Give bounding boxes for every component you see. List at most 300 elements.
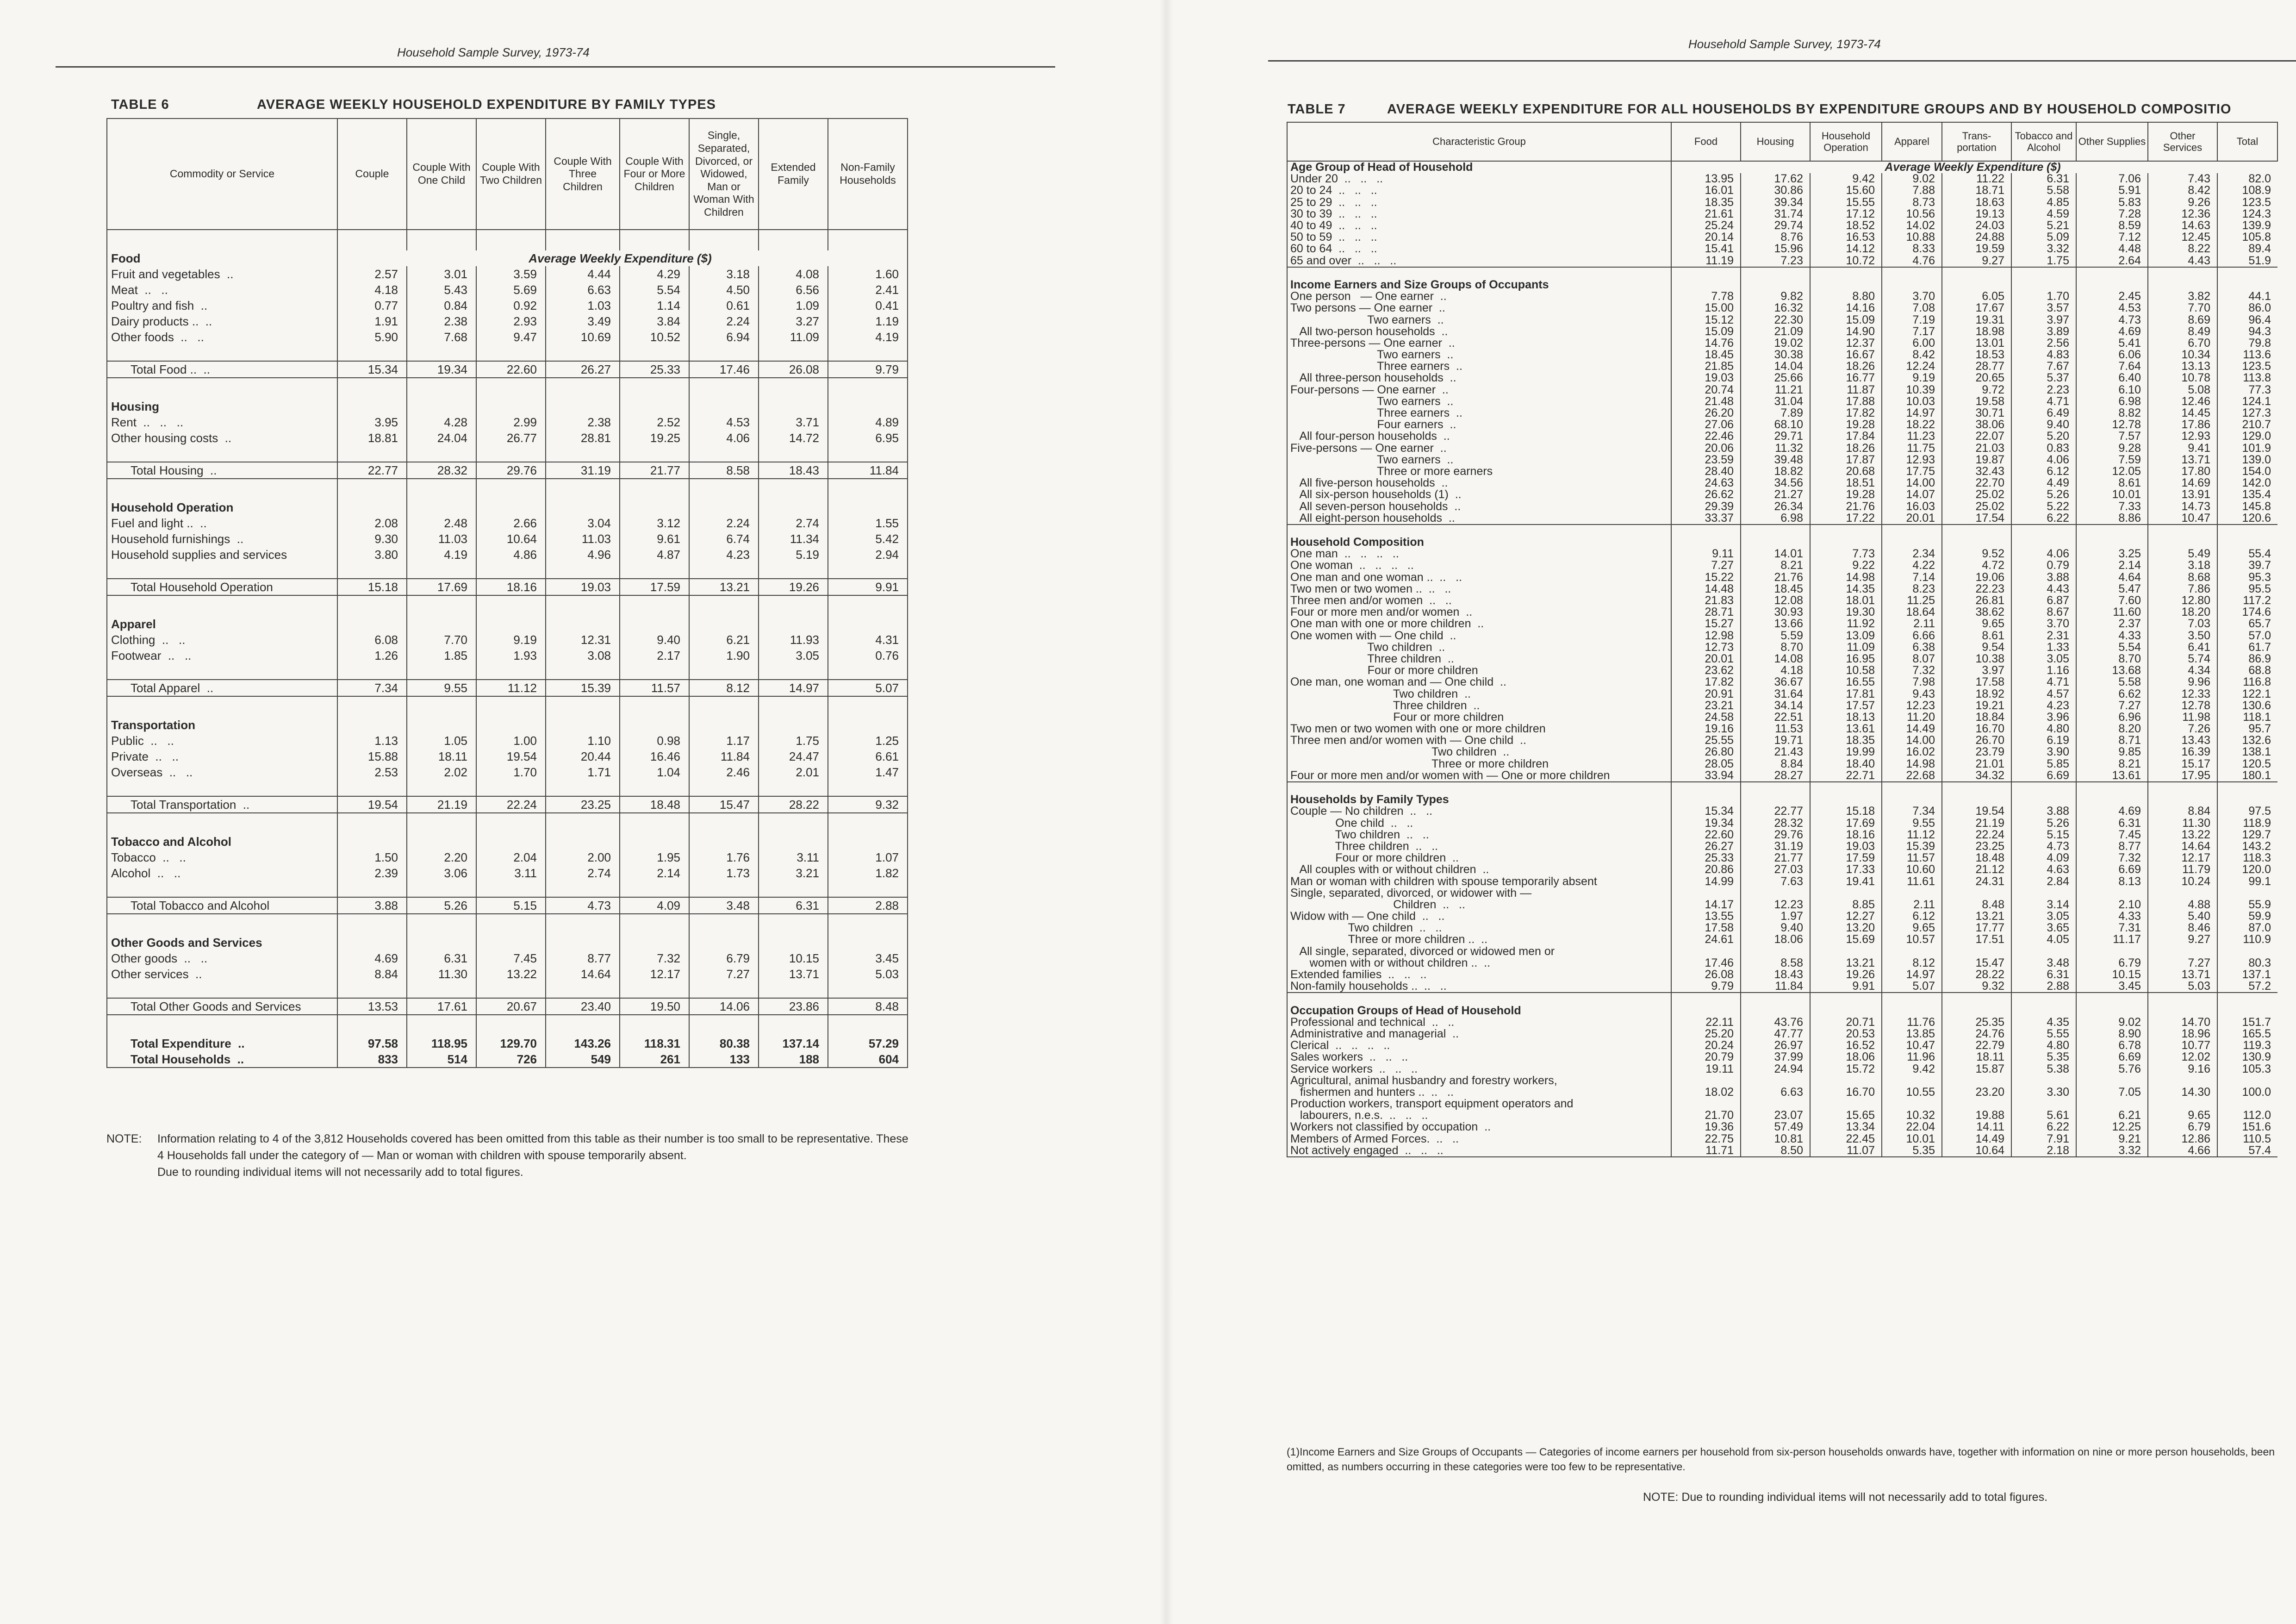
table7-row-4-8-value-7: 9.65 (2148, 1110, 2217, 1121)
table7-section-1-cell-3 (1882, 279, 1942, 291)
table6-total-3 (107, 680, 908, 696)
table6-spacer-top-cell-2 (476, 230, 546, 250)
table7-row-3-9-value-4: 13.21 (1942, 911, 2011, 922)
table6-total-5-value-7: 2.88 (828, 897, 908, 914)
table6-grand-1-value-3: 549 (546, 1051, 620, 1068)
table7-section-3-cell-2 (1810, 794, 1882, 806)
table7-row-1-6 (1287, 361, 2277, 372)
table7-row-1-13-value-7: 9.41 (2148, 443, 2217, 454)
table6-row-0-2-value-4: 1.14 (620, 298, 689, 313)
table7-row-3-0-value-3: 7.34 (1882, 806, 1942, 817)
table7-row-4-3-value-3: 11.96 (1882, 1051, 1942, 1063)
table7-row-1-7-value-8: 113.8 (2217, 372, 2277, 384)
table7-row-4-7 (1287, 1098, 2277, 1110)
table7-row-1-3 (1287, 326, 2277, 337)
table6-spacer-top-label (107, 230, 337, 250)
table6-row-4-1-value-0: 15.88 (337, 749, 407, 764)
table7-row-0-7 (1287, 255, 2277, 267)
table6-grand-0 (107, 1036, 908, 1051)
table6-row-2-2-value-2: 4.86 (476, 547, 546, 562)
table7-row-2-4-value-6: 7.60 (2076, 595, 2148, 606)
table7-row-1-3-value-7: 8.49 (2148, 326, 2217, 337)
table7-row-1-7-value-7: 10.78 (2148, 372, 2217, 384)
table7-row-1-6-value-8: 123.5 (2217, 361, 2277, 372)
table7-row-4-0-value-4: 25.35 (1942, 1017, 2011, 1028)
table6-total-0-label-text: Total Food .. (131, 362, 197, 376)
table7-row-1-11 (1287, 419, 2277, 431)
table6-total-5-label-text: Total Tobacco and Alcohol (131, 899, 270, 912)
table7-row-3-10-value-5: 3.65 (2011, 922, 2076, 934)
table7-row-1-8-label (1287, 384, 1671, 396)
table6-total-4-value-2: 22.24 (476, 796, 546, 813)
table7-row-2-17-value-8: 138.1 (2217, 746, 2277, 758)
table7-row-2-10-value-0: 23.62 (1671, 665, 1741, 676)
table6-total-4-value-3: 23.25 (546, 796, 620, 813)
table6-row-1-1 (107, 430, 908, 446)
table7-row-0-2-value-8: 123.5 (2217, 197, 2277, 208)
table7-spacer-1-cell-0 (1671, 267, 1741, 279)
table6-gap-2-cell-1 (407, 562, 476, 579)
table7-row-3-1-label (1287, 818, 1671, 829)
table7-row-2-2-value-1: 21.76 (1741, 572, 1810, 583)
table7-row-2-10-value-5: 1.16 (2011, 665, 2076, 676)
table7-row-1-6-value-5: 7.67 (2011, 361, 2076, 372)
table6-row-2-1-label-text: Household furnishings (111, 532, 230, 546)
table7-row-0-0-label-leader: .. .. .. (1338, 173, 1383, 185)
table7-row-4-5-label (1287, 1075, 1671, 1087)
table7-row-3-15-value-7: 5.03 (2148, 981, 2217, 993)
table6-row-0-2-label (107, 298, 337, 313)
table6-gap-5-label (107, 881, 337, 897)
table7-section-4-cell-5 (2011, 1005, 2076, 1017)
table7-row-1-1-value-6: 4.53 (2076, 302, 2148, 314)
table7-row-1-17-value-3: 14.07 (1882, 489, 1942, 500)
table7-row-0-1-value-1: 30.86 (1741, 185, 1810, 196)
table7-row-3-0-label (1287, 806, 1671, 817)
table7-col-header-3: Household Operation (1810, 122, 1882, 161)
table6-total-2 (107, 579, 908, 595)
table7-row-4-2-label (1287, 1040, 1671, 1051)
table7-row-1-4-value-3: 6.00 (1882, 337, 1942, 349)
table7-row-1-4 (1287, 337, 2277, 349)
table7-row-2-5-value-8: 174.6 (2217, 606, 2277, 618)
table6-row-4-1-value-5: 11.84 (689, 749, 759, 764)
table7-row-1-1-value-5: 3.57 (2011, 302, 2076, 314)
table7-row-2-1-value-2: 9.22 (1810, 560, 1882, 571)
table6-section-6-cell-1 (407, 935, 476, 950)
table7-row-1-8-value-4: 9.72 (1942, 384, 2011, 396)
table7-row-4-5 (1287, 1075, 2277, 1087)
table7-row-3-8-value-7: 4.88 (2148, 899, 2217, 911)
table6-row-2-2-label (107, 547, 337, 562)
table6-gap-1-label (107, 446, 337, 462)
table6-col-header-5: Couple With Four or More Children (620, 119, 689, 230)
table7-row-1-1-label-leader: .. (1432, 302, 1445, 314)
table7-row-3-11-value-0: 24.61 (1671, 934, 1741, 945)
table7-row-3-14-value-2: 19.26 (1810, 969, 1882, 981)
table7-row-2-9-value-8: 86.9 (2217, 653, 2277, 665)
table7-row-3-7-value-4 (1942, 887, 2011, 899)
table7-row-2-10-value-4: 3.97 (1942, 665, 2011, 676)
table7-row-0-1-value-5: 5.58 (2011, 185, 2076, 196)
table6-spacer-grand-label (107, 1015, 337, 1036)
table6-spacer-4-cell-7 (828, 696, 908, 717)
table6-row-2-1-label (107, 531, 337, 547)
table7-row-2-12-value-5: 4.57 (2011, 688, 2076, 700)
table7-row-1-19-value-1: 6.98 (1741, 512, 1810, 525)
table6-grand-1-value-1: 514 (407, 1051, 476, 1068)
table7-row-1-8-value-5: 2.23 (2011, 384, 2076, 396)
table7-section-0-label: Age Group of Head of Household (1287, 161, 1671, 173)
table7-row-1-7 (1287, 372, 2277, 384)
table7-row-3-15-value-0: 9.79 (1671, 981, 1741, 993)
table7-row-3-12-value-6 (2076, 946, 2148, 957)
table7-row-1-14-value-8: 139.0 (2217, 454, 2277, 466)
table6-row-5-1-value-5: 1.73 (689, 865, 759, 881)
table6-spacer-5-cell-7 (828, 813, 908, 834)
table7-number: TABLE 7 (1288, 102, 1346, 117)
table7-row-3-8-label (1287, 899, 1671, 911)
table7-row-4-10-value-4: 14.49 (1942, 1133, 2011, 1145)
table7-row-4-10-value-7: 12.86 (2148, 1133, 2217, 1145)
table6-total-0-label (107, 361, 337, 378)
table6-spacer-2-cell-5 (689, 479, 759, 500)
table6-row-4-0-value-6: 1.75 (759, 733, 828, 749)
table6-row-0-0-label (107, 266, 337, 282)
table7-row-1-13-value-0: 20.06 (1671, 443, 1741, 454)
table6-spacer-2-cell-4 (620, 479, 689, 500)
table7-row-0-1-label-text: 20 to 24 (1290, 185, 1332, 197)
table6-total-1-value-7: 11.84 (828, 462, 908, 479)
table7-row-4-9-value-1: 57.49 (1741, 1121, 1810, 1133)
table7-row-2-19 (1287, 770, 2277, 782)
table7-row-2-12-value-0: 20.91 (1671, 688, 1741, 700)
table7-row-4-7-value-6 (2076, 1098, 2148, 1110)
table7-row-1-3-value-5: 3.89 (2011, 326, 2076, 337)
table6-row-2-1-value-4: 9.61 (620, 531, 689, 547)
table7-row-1-18-label-leader: .. (1448, 500, 1461, 512)
table7-row-2-18-value-6: 8.21 (2076, 758, 2148, 770)
table7-row-1-13-value-2: 18.26 (1810, 443, 1882, 454)
table7-row-3-2-value-3: 11.12 (1882, 829, 1942, 841)
table7-row-4-5-value-6 (2076, 1075, 2148, 1087)
table7-row-3-4-value-2: 17.59 (1810, 852, 1882, 864)
table6-row-4-1-value-7: 6.61 (828, 749, 908, 764)
table7-row-3-7-value-6 (2076, 887, 2148, 899)
table6-gap-2-cell-0 (337, 562, 407, 579)
table7-row-1-5-value-8: 113.6 (2217, 349, 2277, 361)
table7-row-1-16-value-6: 8.61 (2076, 477, 2148, 489)
table7-row-1-5-value-7: 10.34 (2148, 349, 2217, 361)
table7-row-4-1-label (1287, 1028, 1671, 1040)
table6-section-5-cell-0 (337, 834, 407, 849)
table7-row-1-10-value-7: 14.45 (2148, 407, 2217, 419)
table7-row-1-0-value-7: 3.82 (2148, 291, 2217, 302)
table7-section-2-cell-7 (2148, 537, 2217, 548)
table6-total-0-value-6: 26.08 (759, 361, 828, 378)
table6-row-6-1-value-5: 7.27 (689, 966, 759, 982)
table6-spacer-4-cell-5 (689, 696, 759, 717)
table6-spacer-4-cell-1 (407, 696, 476, 717)
table7-row-4-10-label (1287, 1133, 1671, 1145)
table7-row-3-2-label-leader: .. .. (1400, 829, 1429, 841)
table7-spacer-4-cell-6 (2076, 993, 2148, 1005)
table7-row-1-4-value-0: 14.76 (1671, 337, 1741, 349)
table6-section-3-cell-4 (620, 616, 689, 632)
table7-row-1-4-label-leader: .. (1442, 337, 1455, 349)
table7-row-4-1-value-1: 47.77 (1741, 1028, 1810, 1040)
table7-row-2-6-value-3: 2.11 (1882, 618, 1942, 630)
table7-row-2-4-value-8: 117.2 (2217, 595, 2277, 606)
table6-row-5-0-label-leader: .. .. (156, 850, 186, 864)
table7-row-0-6-value-5: 3.32 (2011, 243, 2076, 255)
table6-row-0-2-value-5: 0.61 (689, 298, 759, 313)
table6-spacer-1 (107, 378, 908, 399)
table6-total-4-value-4: 18.48 (620, 796, 689, 813)
table7-row-3-5-label-text: All couples with or without children (1290, 864, 1476, 876)
table7-row-1-17-value-1: 21.27 (1741, 489, 1810, 500)
table7-row-0-2-value-0: 18.35 (1671, 197, 1741, 208)
table6-row-4-0-label-text: Public (111, 734, 144, 748)
table6-total-0 (107, 361, 908, 378)
table7-spacer-4 (1287, 993, 2277, 1005)
table6-spacer-grand-cell-0 (337, 1015, 407, 1036)
table6-total-4-value-0: 19.54 (337, 796, 407, 813)
table7-row-4-4-value-0: 19.11 (1671, 1063, 1741, 1074)
table6-spacer-5 (107, 813, 908, 834)
table7-row-1-16-value-3: 14.00 (1882, 477, 1942, 489)
table7-row-0-2-value-4: 18.63 (1942, 197, 2011, 208)
table7-row-4-9-value-7: 6.79 (2148, 1121, 2217, 1133)
table6-row-2-1-value-1: 11.03 (407, 531, 476, 547)
table6-spacer-top-cell-5 (689, 230, 759, 250)
table6-row-1-0-value-1: 4.28 (407, 414, 476, 430)
table6-gap-2-cell-6 (759, 562, 828, 579)
table7-row-0-3-value-3: 10.56 (1882, 208, 1942, 220)
table7-row-2-19-value-4: 34.32 (1942, 770, 2011, 782)
table7-spacer-4-cell-3 (1882, 993, 1942, 1005)
table7-row-0-4-value-1: 29.74 (1741, 220, 1810, 231)
table7-row-4-10-value-2: 22.45 (1810, 1133, 1882, 1145)
table6-total-5-value-1: 5.26 (407, 897, 476, 914)
table7-row-2-3-value-2: 14.35 (1810, 583, 1882, 595)
table7-row-2-8-label-text: Two children (1290, 641, 1432, 653)
table7-row-3-0-label-leader: .. .. (1403, 806, 1433, 818)
table7-row-2-2-value-8: 95.3 (2217, 572, 2277, 583)
table6-section-2-cell-5 (689, 500, 759, 515)
table7-row-3-9-label-leader: .. .. (1415, 911, 1445, 923)
table6-gap-5-cell-1 (407, 881, 476, 897)
table7-row-3-2-value-0: 22.60 (1671, 829, 1741, 841)
table7-row-1-2-value-4: 19.31 (1942, 314, 2011, 325)
table6-gap-1-cell-2 (476, 446, 546, 462)
table7-row-4-0-value-6: 9.02 (2076, 1017, 2148, 1028)
table7-row-2-7-value-8: 57.0 (2217, 630, 2277, 642)
table6-row-5-0-value-0: 1.50 (337, 849, 407, 865)
table6-total-3-label-text: Total Apparel (131, 681, 200, 695)
table6-row-2-0-label-text: Fuel and light .. (111, 516, 193, 530)
table6-grand-0-value-7: 57.29 (828, 1036, 908, 1051)
table6-row-0-3-label-text: Dairy products .. (111, 314, 199, 328)
table7-row-1-4-value-6: 5.41 (2076, 337, 2148, 349)
table7-row-3-10-value-3: 9.65 (1882, 922, 1942, 934)
table6-row-0-1-value-1: 5.43 (407, 282, 476, 298)
table7-row-2-11-value-7: 9.96 (2148, 676, 2217, 688)
table7-row-0-4-value-6: 8.59 (2076, 220, 2148, 231)
table7-row-2-18-value-7: 15.17 (2148, 758, 2217, 770)
table6-note-line-1: Information relating to 4 of the 3,812 Households covered has been omitted from this table as their number is too small to be representative. These 4 Households fall under the category of — Man or woman with children with spouse temporarily absent. (157, 1132, 908, 1162)
table7-row-1-10-label-leader: .. (1450, 407, 1462, 419)
table7-row-1-11-label-text: Four earners (1290, 419, 1444, 431)
header-rule-right (1268, 60, 2296, 62)
table6-total-5-value-0: 3.88 (337, 897, 407, 914)
table7-row-1-9-value-3: 10.03 (1882, 396, 1942, 407)
table7-row-3-11-value-1: 18.06 (1741, 934, 1810, 945)
table7-row-1-5-label-leader: .. (1440, 349, 1454, 361)
table7-row-0-0 (1287, 173, 2277, 185)
table7-row-3-0 (1287, 806, 2277, 817)
table7-row-2-9-value-6: 8.70 (2076, 653, 2148, 665)
table7-row-1-7-label (1287, 372, 1671, 384)
table6-row-3-1-value-7: 0.76 (828, 648, 908, 663)
table7-row-2-7-value-3: 6.66 (1882, 630, 1942, 642)
table6-row-0-0-value-3: 4.44 (546, 266, 620, 282)
table7-row-2-0-value-6: 3.25 (2076, 548, 2148, 560)
table7-row-3-5-value-8: 120.0 (2217, 864, 2277, 875)
table7-row-2-14-value-0: 24.58 (1671, 712, 1741, 723)
table6-total-3-value-2: 11.12 (476, 680, 546, 696)
table6-row-2-1-value-7: 5.42 (828, 531, 908, 547)
table7-row-4-1-value-7: 18.96 (2148, 1028, 2217, 1040)
table6-total-0-value-2: 22.60 (476, 361, 546, 378)
table7-row-0-0-value-7: 7.43 (2148, 173, 2217, 185)
table7-row-4-1-value-4: 24.76 (1942, 1028, 2011, 1040)
table6-row-1-0-value-2: 2.99 (476, 414, 546, 430)
table7-row-3-6-value-3: 11.61 (1882, 875, 1942, 887)
table7-row-2-2-value-2: 14.98 (1810, 572, 1882, 583)
table7-spacer-3-cell-4 (1942, 782, 2011, 794)
table7-row-3-0-value-6: 4.69 (2076, 806, 2148, 817)
table6-total-3-value-6: 14.97 (759, 680, 828, 696)
table7-row-1-3-value-3: 7.17 (1882, 326, 1942, 337)
table7-row-1-2-value-3: 7.19 (1882, 314, 1942, 325)
table7-row-2-7-value-4: 8.61 (1942, 630, 2011, 642)
table6-gap-6-cell-2 (476, 982, 546, 998)
table7-row-3-3-value-2: 19.03 (1810, 841, 1882, 852)
table7-row-2-2-value-5: 3.88 (2011, 572, 2076, 583)
table7-row-3-11-label-leader: .. (1475, 934, 1488, 946)
table7-row-1-9-value-2: 17.88 (1810, 396, 1882, 407)
table7-row-0-4-value-2: 18.52 (1810, 220, 1882, 231)
table6-gap-4-label (107, 780, 337, 796)
table7-row-1-17-label-leader: .. (1448, 489, 1462, 501)
table7-row-1-18-value-6: 7.33 (2076, 500, 2148, 512)
table6-row-1-1-label (107, 430, 337, 446)
table6-section-5-cell-5 (689, 834, 759, 849)
table7-row-3-1-value-2: 17.69 (1810, 818, 1882, 829)
table7-row-2-0-label-leader: .. .. .. .. (1338, 548, 1399, 560)
table7-row-2-12-value-4: 18.92 (1942, 688, 2011, 700)
table6-total-2-value-7: 9.91 (828, 579, 908, 595)
table7-row-2-5-value-4: 38.62 (1942, 606, 2011, 618)
table7-row-0-2-value-7: 9.26 (2148, 197, 2217, 208)
table7-row-2-13-value-4: 19.21 (1942, 700, 2011, 712)
table7-row-2-1-value-3: 4.22 (1882, 560, 1942, 571)
table7-row-3-9-value-8: 59.9 (2217, 911, 2277, 922)
table6-row-5-0-label-text: Tobacco (111, 850, 156, 864)
table6-section-3-cell-5 (689, 616, 759, 632)
table7-row-1-4-value-1: 19.02 (1741, 337, 1810, 349)
table7-row-3-13-label (1287, 957, 1671, 969)
table7-row-2-15-value-0: 19.16 (1671, 723, 1741, 735)
table7-row-1-14-value-4: 19.87 (1942, 454, 2011, 466)
table7-col-header-6: Tobacco and Alcohol (2011, 122, 2076, 161)
table7-row-1-0-label-leader: .. (1433, 291, 1447, 303)
table7-row-0-0-value-3: 9.02 (1882, 173, 1942, 185)
table6-row-0-1 (107, 282, 908, 298)
table7-row-2-11 (1287, 676, 2277, 688)
table7-row-1-18-value-2: 21.76 (1810, 500, 1882, 512)
table7-row-3-13-value-7: 7.27 (2148, 957, 2217, 969)
table6-row-1-0-value-4: 2.52 (620, 414, 689, 430)
table7-row-3-4 (1287, 852, 2277, 864)
table6-grand-0-label-leader: .. (231, 1037, 245, 1050)
table7-row-0-3 (1287, 208, 2277, 220)
table6-grand-1 (107, 1051, 908, 1068)
table7-spacer-4-label (1287, 993, 1671, 1005)
table6-row-5-0-value-7: 1.07 (828, 849, 908, 865)
table7-row-1-0-value-5: 1.70 (2011, 291, 2076, 302)
table7-row-2-16-value-1: 19.71 (1741, 735, 1810, 746)
table6-row-0-0-value-4: 4.29 (620, 266, 689, 282)
table7-row-3-8-value-6: 2.10 (2076, 899, 2148, 911)
table6-grand-0-label (107, 1036, 337, 1051)
table6-row-4-2 (107, 764, 908, 780)
table6-row-5-0-value-3: 2.00 (546, 849, 620, 865)
table7-row-3-6-value-8: 99.1 (2217, 875, 2277, 887)
table6-gap-2-cell-3 (546, 562, 620, 579)
table7-row-0-1-label (1287, 185, 1671, 196)
table7-row-3-7-label (1287, 887, 1671, 899)
table6-section-5 (107, 834, 908, 849)
table6-gap-4 (107, 780, 908, 796)
table7-row-0-4-value-5: 5.21 (2011, 220, 2076, 231)
table6-row-3-0-value-0: 6.08 (337, 632, 407, 648)
table6-spacer-3-cell-4 (620, 595, 689, 616)
table7-row-0-7-label-text: 65 and over (1290, 255, 1352, 267)
table6-row-2-0-value-2: 2.66 (476, 515, 546, 531)
table6-total-1 (107, 462, 908, 479)
table6-gap-4-cell-1 (407, 780, 476, 796)
table6-total-2-value-1: 17.69 (407, 579, 476, 595)
table6-row-4-2-value-0: 2.53 (337, 764, 407, 780)
table7-row-2-8-value-1: 8.70 (1741, 642, 1810, 653)
table7-row-3-15-value-3: 5.07 (1882, 981, 1942, 993)
table7-section-2-cell-0 (1671, 537, 1741, 548)
table7-row-4-1-value-8: 165.5 (2217, 1028, 2277, 1040)
table7-section-3-label: Households by Family Types (1287, 794, 1671, 806)
table7-row-4-4-label-leader: .. .. .. (1372, 1063, 1418, 1075)
table7-row-1-0-value-1: 9.82 (1741, 291, 1810, 302)
table7-row-0-7-value-7: 4.43 (2148, 255, 2217, 267)
table6-row-6-1-value-6: 13.71 (759, 966, 828, 982)
table7-row-4-1-value-3: 13.85 (1882, 1028, 1942, 1040)
table7-row-2-4-label-leader: .. .. (1423, 594, 1452, 607)
table6-spacer-5-cell-1 (407, 813, 476, 834)
table6-section-3 (107, 616, 908, 632)
table7-section-4-cell-7 (2148, 1005, 2217, 1017)
table6-row-4-2-value-5: 2.46 (689, 764, 759, 780)
